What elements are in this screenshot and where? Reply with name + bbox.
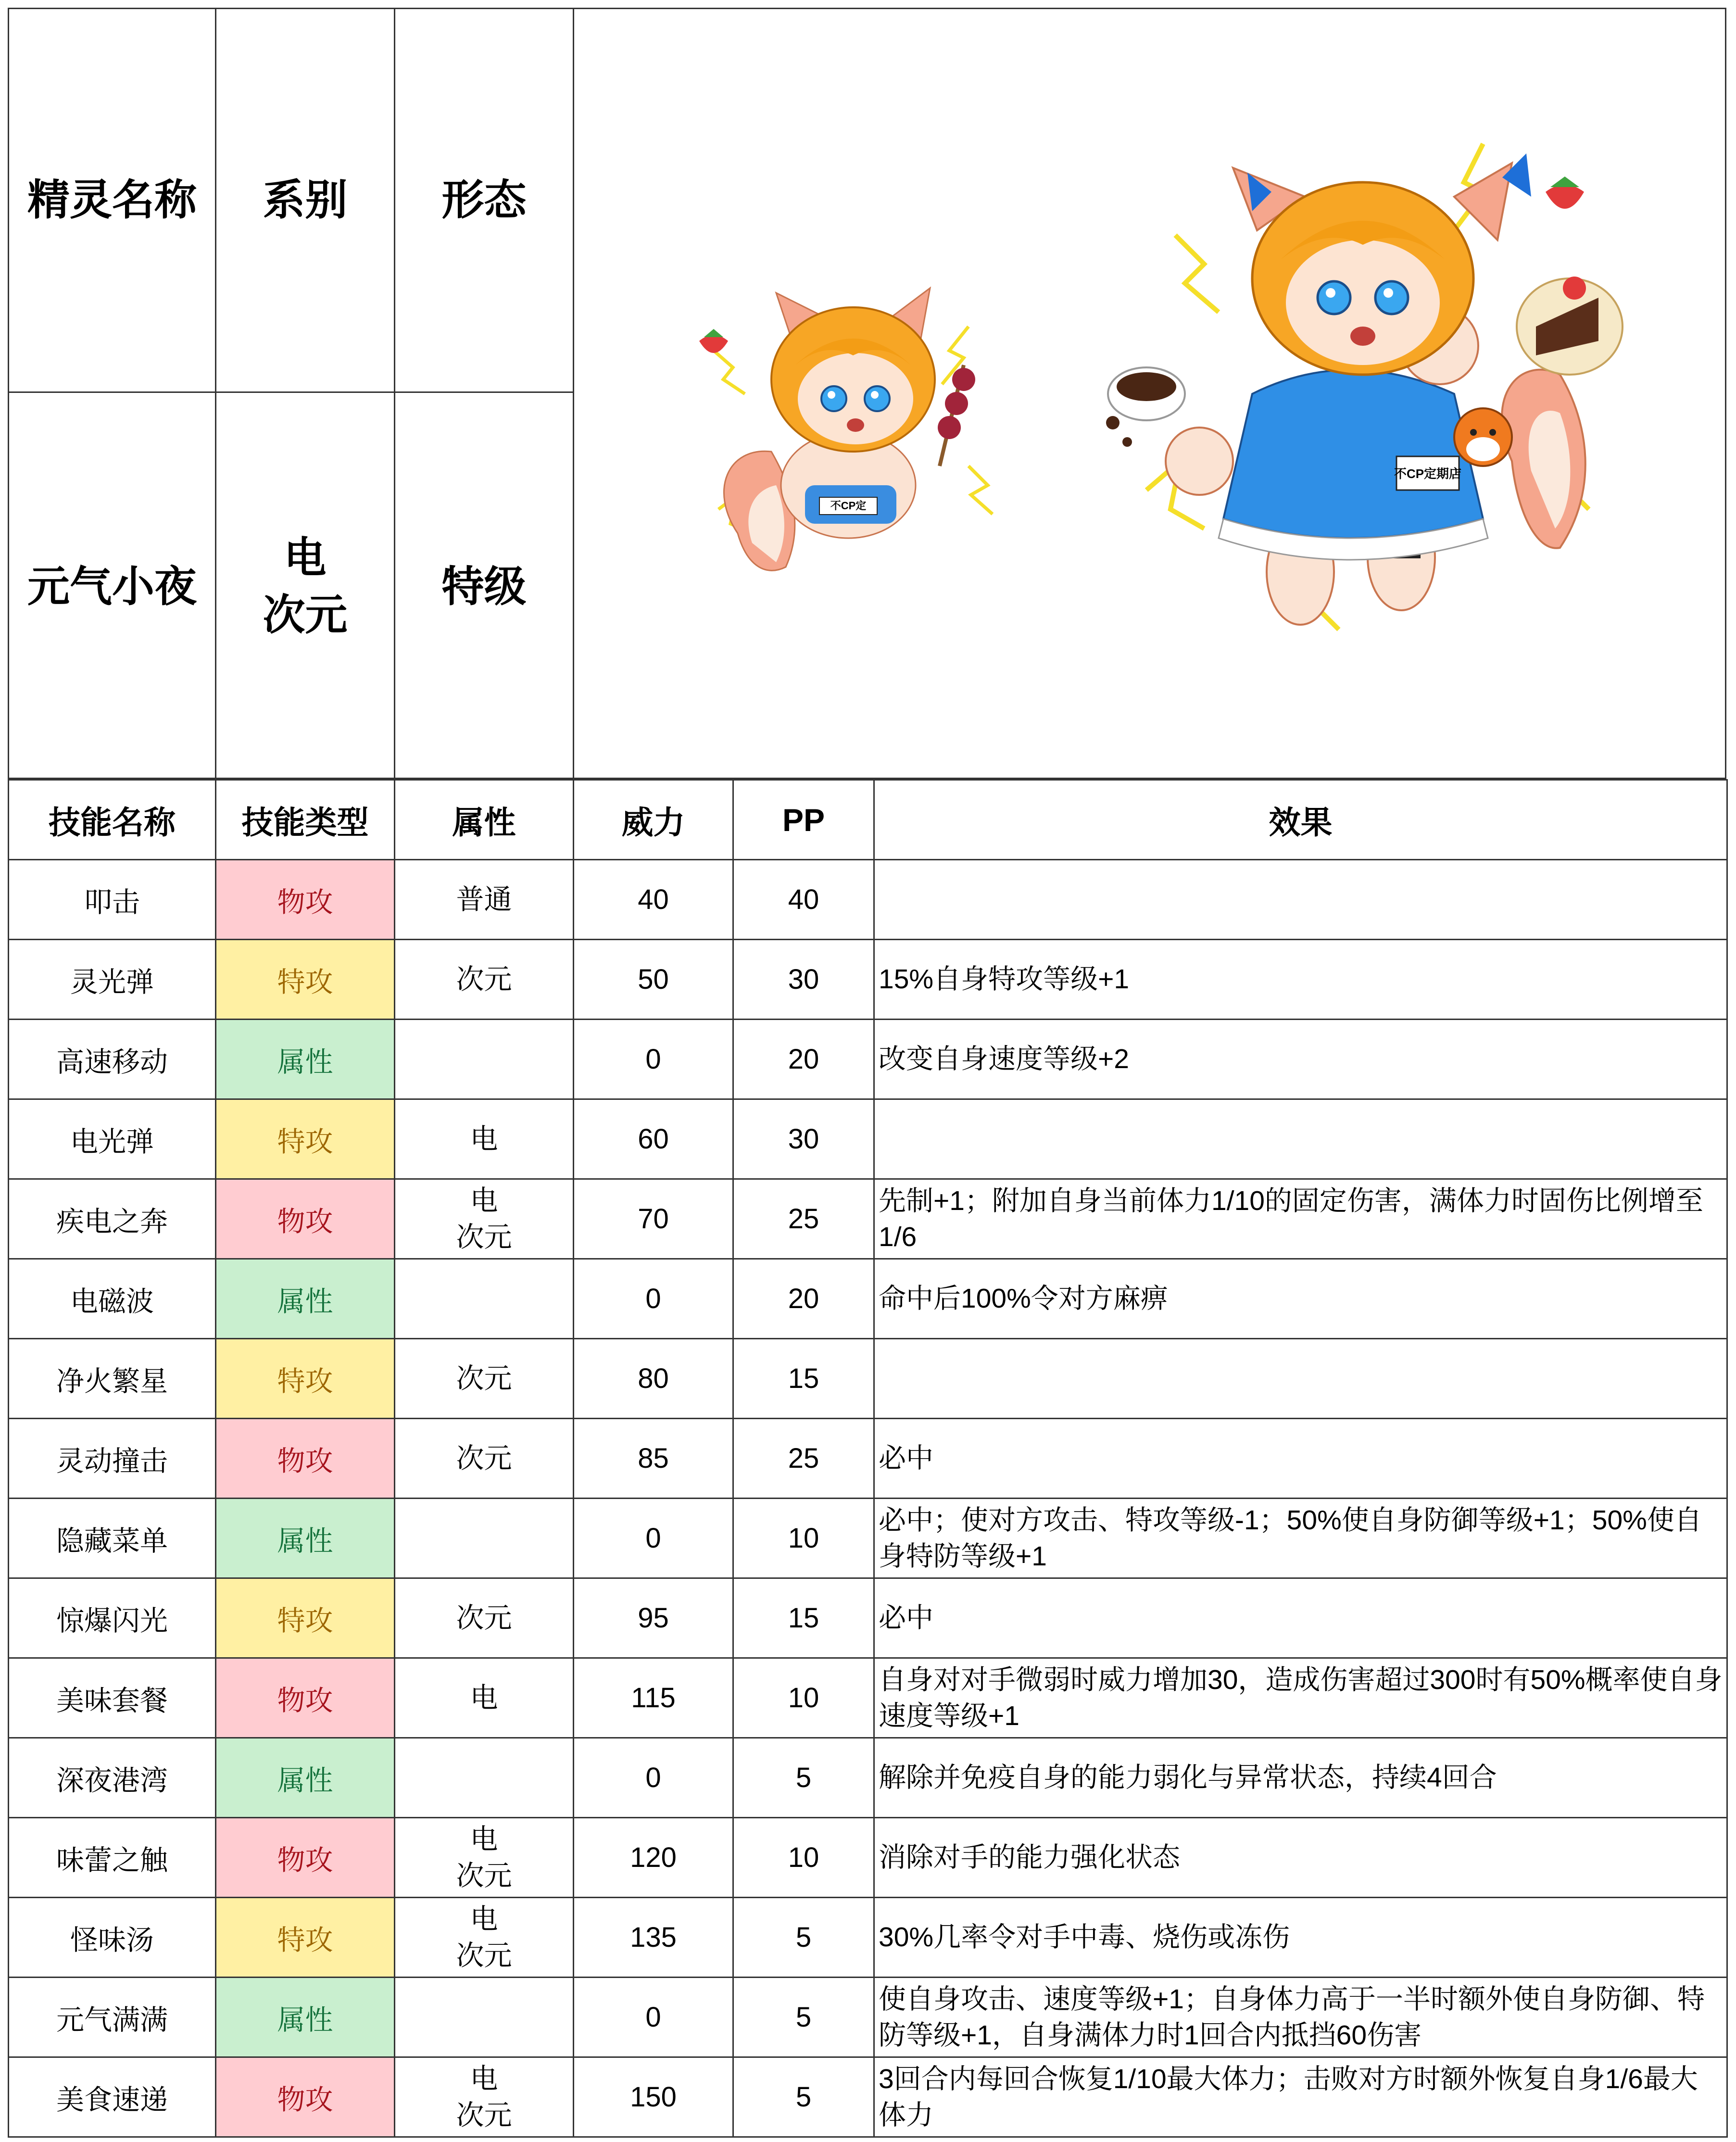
table-row: [9, 940, 1727, 1020]
skill-type: 属性: [216, 1020, 395, 1099]
col-pp: PP: [733, 780, 874, 860]
skill-effect: [874, 860, 1727, 940]
series-value: 电: [284, 534, 327, 582]
skill-attribute: [395, 1179, 574, 1259]
attribute-value: 次元: [456, 2099, 512, 2131]
table-row: [9, 1738, 1727, 1818]
skill-effect: 必中；使对方攻击、特攻等级-1；50%使自身防御等级+1；50%使自身特防等级+1: [874, 1499, 1727, 1578]
table-row: [9, 1259, 1727, 1339]
skill-attribute: [395, 1818, 574, 1898]
table-row: [9, 1339, 1727, 1419]
skill-power: 80: [574, 1339, 733, 1419]
skill-power: 40: [574, 860, 733, 940]
skill-type: 特攻: [216, 1898, 395, 1978]
skill-power: 95: [574, 1578, 733, 1658]
skill-power: 60: [574, 1099, 733, 1179]
attribute-value: 电: [470, 1185, 498, 1217]
pet-name: 元气小夜: [9, 393, 216, 781]
skill-pp: 30: [733, 940, 874, 1020]
skill-pp: 25: [733, 1179, 874, 1259]
skill-attribute: [395, 1578, 574, 1658]
skill-attribute: [395, 1738, 574, 1818]
skill-effect: 消除对手的能力强化状态: [874, 1818, 1727, 1898]
skill-type: 特攻: [216, 1339, 395, 1419]
pet-info-sheet: [8, 8, 1726, 2138]
table-row: [9, 1099, 1727, 1179]
skill-effect: 解除并免疫自身的能力弱化与异常状态，持续4回合: [874, 1738, 1727, 1818]
skill-type: 物攻: [216, 1419, 395, 1499]
pet-form: 特级: [395, 393, 574, 781]
skill-attribute: [395, 1978, 574, 2057]
table-row: [9, 1978, 1727, 2057]
skill-attribute: [395, 860, 574, 940]
skill-pp: 10: [733, 1658, 874, 1738]
coffee-cup-icon: [1106, 367, 1185, 447]
skill-power: 70: [574, 1179, 733, 1259]
skill-name: 高速移动: [9, 1020, 216, 1099]
skill-effect: 3回合内每回合恢复1/10最大体力；击败对方时额外恢复自身1/6最大体力: [874, 2057, 1727, 2137]
col-attribute: 属性: [395, 780, 574, 860]
cake-icon: [1517, 277, 1623, 375]
skill-effect: 命中后100%令对方麻痹: [874, 1259, 1727, 1339]
skills-table: [8, 779, 1728, 2138]
col-skill-type: 技能类型: [216, 780, 395, 860]
col-skill-name: 技能名称: [9, 780, 216, 860]
attribute-value: 次元: [456, 1221, 512, 1253]
form-label: 形态: [395, 9, 574, 393]
skill-effect: [874, 1099, 1727, 1179]
skill-type: 物攻: [216, 1179, 395, 1259]
skill-power: 0: [574, 1499, 733, 1578]
skill-name: 灵光弹: [9, 940, 216, 1020]
skill-attribute: [395, 1658, 574, 1738]
skill-name: 惊爆闪光: [9, 1578, 216, 1658]
skill-name: 美食速递: [9, 2057, 216, 2137]
attribute-value: 次元: [456, 963, 512, 995]
apron-sign: 不CP定期店: [1394, 466, 1462, 481]
skill-pp: 5: [733, 1898, 874, 1978]
table-row: [9, 1658, 1727, 1738]
skill-pp: 5: [733, 1978, 874, 2057]
skill-pp: 15: [733, 1339, 874, 1419]
skill-type: 物攻: [216, 1658, 395, 1738]
skill-type: 属性: [216, 1259, 395, 1339]
skill-name: 怪味汤: [9, 1898, 216, 1978]
skill-name: 灵动撞击: [9, 1419, 216, 1499]
skill-name: 电光弹: [9, 1099, 216, 1179]
skill-name: 疾电之奔: [9, 1179, 216, 1259]
table-row: [9, 1818, 1727, 1898]
skill-attribute: [395, 2057, 574, 2137]
col-effect: 效果: [874, 780, 1727, 860]
pet-series: [216, 393, 395, 781]
table-row: [9, 1020, 1727, 1099]
skill-attribute: [395, 1259, 574, 1339]
attribute-value: 次元: [456, 1860, 512, 1891]
attribute-value: 电: [470, 1903, 498, 1935]
skill-pp: 15: [733, 1578, 874, 1658]
skill-effect: 必中: [874, 1419, 1727, 1499]
attribute-value: 电: [470, 1123, 498, 1155]
table-header-row: [9, 780, 1727, 860]
skill-attribute: [395, 1339, 574, 1419]
skill-effect: 30%几率令对手中毒、烧伤或冻伤: [874, 1898, 1727, 1978]
skill-pp: 40: [733, 860, 874, 940]
skill-pp: 30: [733, 1099, 874, 1179]
skill-type: 物攻: [216, 2057, 395, 2137]
pet-header: [8, 8, 1726, 779]
skill-name: 味蕾之触: [9, 1818, 216, 1898]
skill-type: 属性: [216, 1499, 395, 1578]
skill-attribute: [395, 940, 574, 1020]
skill-effect: [874, 1339, 1727, 1419]
skill-power: 135: [574, 1898, 733, 1978]
pet-small-artwork: [680, 283, 1017, 591]
skill-type: 特攻: [216, 1578, 395, 1658]
skill-attribute: [395, 1099, 574, 1179]
strawberry-icon: [1546, 176, 1584, 209]
skill-pp: 10: [733, 1499, 874, 1578]
strawberry-icon: [699, 329, 728, 353]
skill-power: 150: [574, 2057, 733, 2137]
col-power: 威力: [574, 780, 733, 860]
series-value: 次元: [263, 591, 348, 639]
pet-image-cell: [574, 9, 1728, 781]
attribute-value: 次元: [456, 1362, 512, 1394]
skill-power: 85: [574, 1419, 733, 1499]
skill-effect: 使自身攻击、速度等级+1；自身体力高于一半时额外使自身防御、特防等级+1，自身满体力时1回合内抵挡60伤害: [874, 1978, 1727, 2057]
skill-attribute: [395, 1898, 574, 1978]
skill-name: 电磁波: [9, 1259, 216, 1339]
attribute-value: 电: [470, 1824, 498, 1855]
table-row: [9, 1179, 1727, 1259]
pet-large-artwork: [1089, 125, 1637, 644]
attribute-value: 电: [470, 2063, 498, 2095]
table-row: [9, 1898, 1727, 1978]
skill-effect: 必中: [874, 1578, 1727, 1658]
skill-power: 50: [574, 940, 733, 1020]
skill-pp: 10: [733, 1818, 874, 1898]
table-row: [9, 860, 1727, 940]
name-label: 精灵名称: [9, 9, 216, 393]
skill-effect: 自身对对手微弱时威力增加30，造成伤害超过300时有50%概率使自身速度等级+1: [874, 1658, 1727, 1738]
skill-effect: 改变自身速度等级+2: [874, 1020, 1727, 1099]
skill-rows: [9, 860, 1727, 2137]
skill-power: 0: [574, 1978, 733, 2057]
skill-name: 元气满满: [9, 1978, 216, 2057]
series-label: 系别: [216, 9, 395, 393]
skill-effect: 15%自身特攻等级+1: [874, 940, 1727, 1020]
skill-name: 叩击: [9, 860, 216, 940]
table-row: [9, 1419, 1727, 1499]
apron-sign: 不CP定: [830, 500, 867, 512]
attribute-value: 次元: [456, 1602, 512, 1634]
attribute-value: 电: [470, 1682, 498, 1714]
skill-power: 120: [574, 1818, 733, 1898]
skill-pp: 5: [733, 1738, 874, 1818]
skill-pp: 5: [733, 2057, 874, 2137]
table-row: [9, 1499, 1727, 1578]
skill-power: 0: [574, 1259, 733, 1339]
attribute-value: 次元: [456, 1442, 512, 1474]
skill-name: 美味套餐: [9, 1658, 216, 1738]
table-row: [9, 2057, 1727, 2137]
skill-type: 属性: [216, 1738, 395, 1818]
skill-pp: 20: [733, 1020, 874, 1099]
skill-type: 特攻: [216, 1099, 395, 1179]
skill-name: 隐藏菜单: [9, 1499, 216, 1578]
skill-name: 深夜港湾: [9, 1738, 216, 1818]
skill-pp: 20: [733, 1259, 874, 1339]
skill-type: 属性: [216, 1978, 395, 2057]
skill-name: 净火繁星: [9, 1339, 216, 1419]
skill-power: 0: [574, 1020, 733, 1099]
skill-type: 物攻: [216, 860, 395, 940]
attribute-value: 普通: [456, 883, 512, 915]
skill-power: 115: [574, 1658, 733, 1738]
skill-type: 物攻: [216, 1818, 395, 1898]
skill-effect: 先制+1；附加自身当前体力1/10的固定伤害，满体力时固伤比例增至1/6: [874, 1179, 1727, 1259]
attribute-value: 次元: [456, 1940, 512, 1971]
shiba-mascot-icon: [1454, 408, 1512, 466]
skill-pp: 25: [733, 1419, 874, 1499]
skill-power: 0: [574, 1738, 733, 1818]
skill-attribute: [395, 1499, 574, 1578]
skill-attribute: [395, 1020, 574, 1099]
skill-type: 特攻: [216, 940, 395, 1020]
table-row: [9, 1578, 1727, 1658]
skill-attribute: [395, 1419, 574, 1499]
